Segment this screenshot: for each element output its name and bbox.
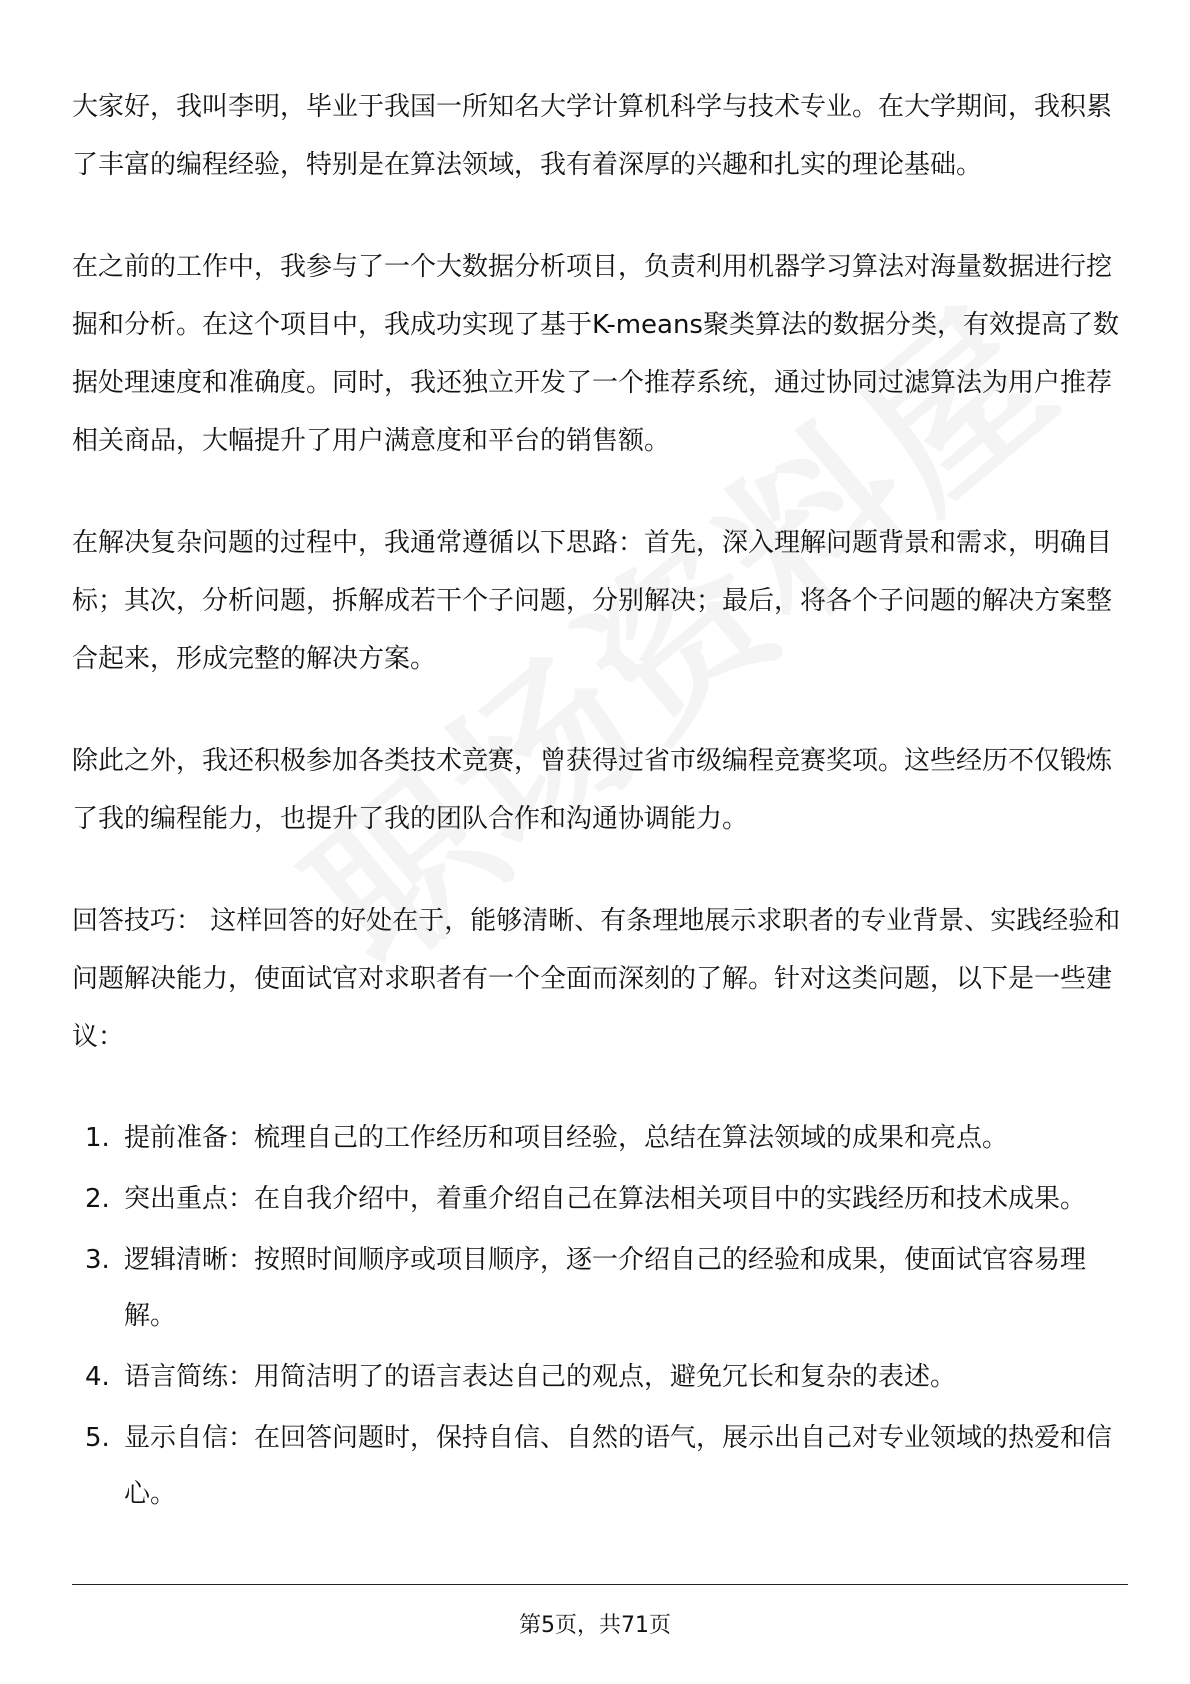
list-item [72,1171,1132,1227]
list-item-number: 3. [85,1245,110,1275]
document-body [72,78,1132,1527]
list-item-number: 5. [85,1423,110,1453]
tips-list [72,1110,1132,1522]
footer-divider [72,1584,1128,1585]
paragraph-work-experience: 在之前的工作中，我参与了一个大数据分析项目，负责利用机器学习算法对海量数据进行挖掘和分析。在这个项目中，我成功实现了基于K-means聚类算法的数据分类，有效提高了数据处理速度和准确度。同时，我还独立开发了一个推荐系统，通过协同过滤算法为用户推荐相关商品，大幅提升了用户满意度和平台的销售额。 [72,252,1119,456]
paragraph-problem-solving: 在解决复杂问题的过程中，我通常遵循以下思路：首先，深入理解问题背景和需求，明确目标；其次，分析问题，拆解成若干个子问题，分别解决；最后，将各个子问题的解决方案整合起来，形成完整的解决方案。 [72,528,1113,674]
list-item-text: 语言简练：用简洁明了的语言表达自己的观点，避免冗长和复杂的表述。 [124,1362,957,1392]
page-number: 第5页，共71页 [519,1613,671,1638]
list-item [72,1410,1132,1522]
list-item [72,1110,1132,1166]
list-item [72,1232,1132,1344]
paragraph-intro: 大家好，我叫李明，毕业于我国一所知名大学计算机科学与技术专业。在大学期间，我积累了丰富的编程经验，特别是在算法领域，我有着深厚的兴趣和扎实的理论基础。 [72,92,1113,180]
list-item [72,1349,1132,1405]
paragraph-answer-tips: 回答技巧： 这样回答的好处在于，能够清晰、有条理地展示求职者的专业背景、实践经验和问题解决能力，使面试官对求职者有一个全面而深刻的了解。针对这类问题，以下是一些建议： [72,906,1121,1052]
list-item-number: 1. [85,1123,110,1153]
list-item-text: 逻辑清晰：按照时间顺序或项目顺序，逐一介绍自己的经验和成果，使面试官容易理解。 [124,1245,1087,1331]
list-item-text: 突出重点：在自我介绍中，着重介绍自己在算法相关项目中的实践经历和技术成果。 [124,1184,1087,1214]
list-item-number: 4. [85,1362,110,1392]
list-item-number: 2. [85,1184,110,1214]
list-item-text: 显示自信：在回答问题时，保持自信、自然的语气，展示出自己对专业领域的热爱和信心。 [124,1423,1113,1509]
paragraph-competitions: 除此之外，我还积极参加各类技术竞赛，曾获得过省市级编程竞赛奖项。这些经历不仅锻炼了我的编程能力，也提升了我的团队合作和沟通协调能力。 [72,746,1113,834]
list-item-text: 提前准备：梳理自己的工作经历和项目经验，总结在算法领域的成果和亮点。 [124,1123,1009,1153]
